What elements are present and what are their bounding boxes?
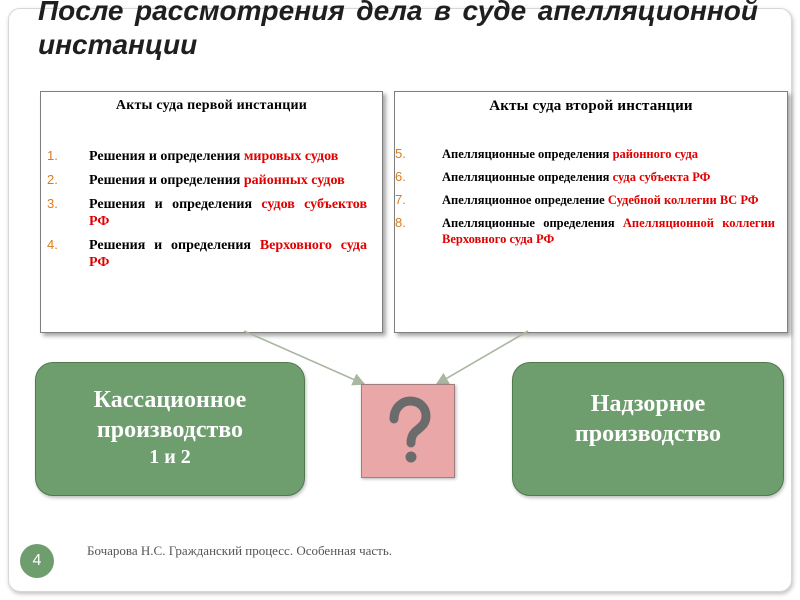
- item-number: 1.: [47, 148, 58, 163]
- list-item: [395, 215, 775, 247]
- item-number: 8.: [395, 215, 406, 230]
- item-text: Апелляционные определения суда субъекта РФ: [442, 170, 711, 184]
- second-instance-box: [394, 91, 788, 333]
- court-name: мировых судов: [243, 149, 339, 164]
- item-text: Апелляционные определения Апелляционной коллегии Верховного суда РФ: [442, 216, 775, 246]
- supervisory-production-block: [512, 362, 784, 496]
- item-number: 2.: [47, 172, 58, 187]
- supervisory-label-line1: Надзорное: [590, 391, 706, 417]
- slide-title: После рассмотрения дела в суде апелляционной инстанции: [38, 0, 758, 60]
- first-instance-list: [47, 148, 367, 278]
- cassation-production-block: [35, 362, 305, 496]
- first-instance-box: [40, 91, 383, 333]
- list-item: [47, 237, 367, 271]
- list-item: [395, 146, 775, 162]
- item-text: Решения и определения Верховного суда РФ: [89, 238, 367, 270]
- item-text: Апелляционные определения районного суда: [442, 147, 699, 161]
- question-mark-icon: [362, 385, 454, 477]
- page-number-badge: 4: [20, 544, 54, 578]
- item-number: 5.: [395, 146, 406, 161]
- court-name: районного суда: [612, 147, 699, 161]
- slide-footer: Бочарова Н.С. Гражданский процесс. Особенная часть.: [87, 543, 393, 558]
- item-number: 6.: [395, 169, 406, 184]
- first-instance-heading: Акты суда первой инстанции: [115, 98, 308, 113]
- item-number: 7.: [395, 192, 406, 207]
- item-text: Апелляционное определение Судебной коллегии ВС РФ: [442, 193, 759, 207]
- cassation-sublabel: 1 и 2: [149, 446, 191, 468]
- item-number: 4.: [47, 237, 58, 252]
- item-number: 3.: [47, 196, 58, 211]
- list-item: [47, 148, 367, 165]
- cassation-label-line2: производство: [96, 417, 244, 443]
- list-item: [395, 192, 775, 208]
- court-name: суда субъекта РФ: [612, 170, 711, 184]
- court-name: Апелляционной коллегии Верховного суда РФ: [442, 216, 775, 246]
- item-text: Решения и определения мировых судов: [89, 149, 339, 164]
- list-item: [395, 169, 775, 185]
- second-instance-list: [395, 146, 775, 254]
- list-item: [47, 172, 367, 189]
- court-name: Судебной коллегии ВС РФ: [607, 193, 759, 207]
- cassation-label-line1: Кассационное: [93, 387, 247, 413]
- supervisory-label-line2: производство: [574, 421, 722, 447]
- court-name: Верховного суда РФ: [89, 238, 367, 270]
- second-instance-heading: Акты суда второй инстанции: [489, 98, 693, 114]
- court-name: районных судов: [243, 173, 345, 188]
- list-item: [47, 196, 367, 230]
- item-text: Решения и определения судов субъектов РФ: [89, 197, 367, 229]
- item-text: Решения и определения районных судов: [89, 173, 345, 188]
- court-name: судов субъектов РФ: [89, 197, 367, 229]
- question-box: [361, 384, 455, 478]
